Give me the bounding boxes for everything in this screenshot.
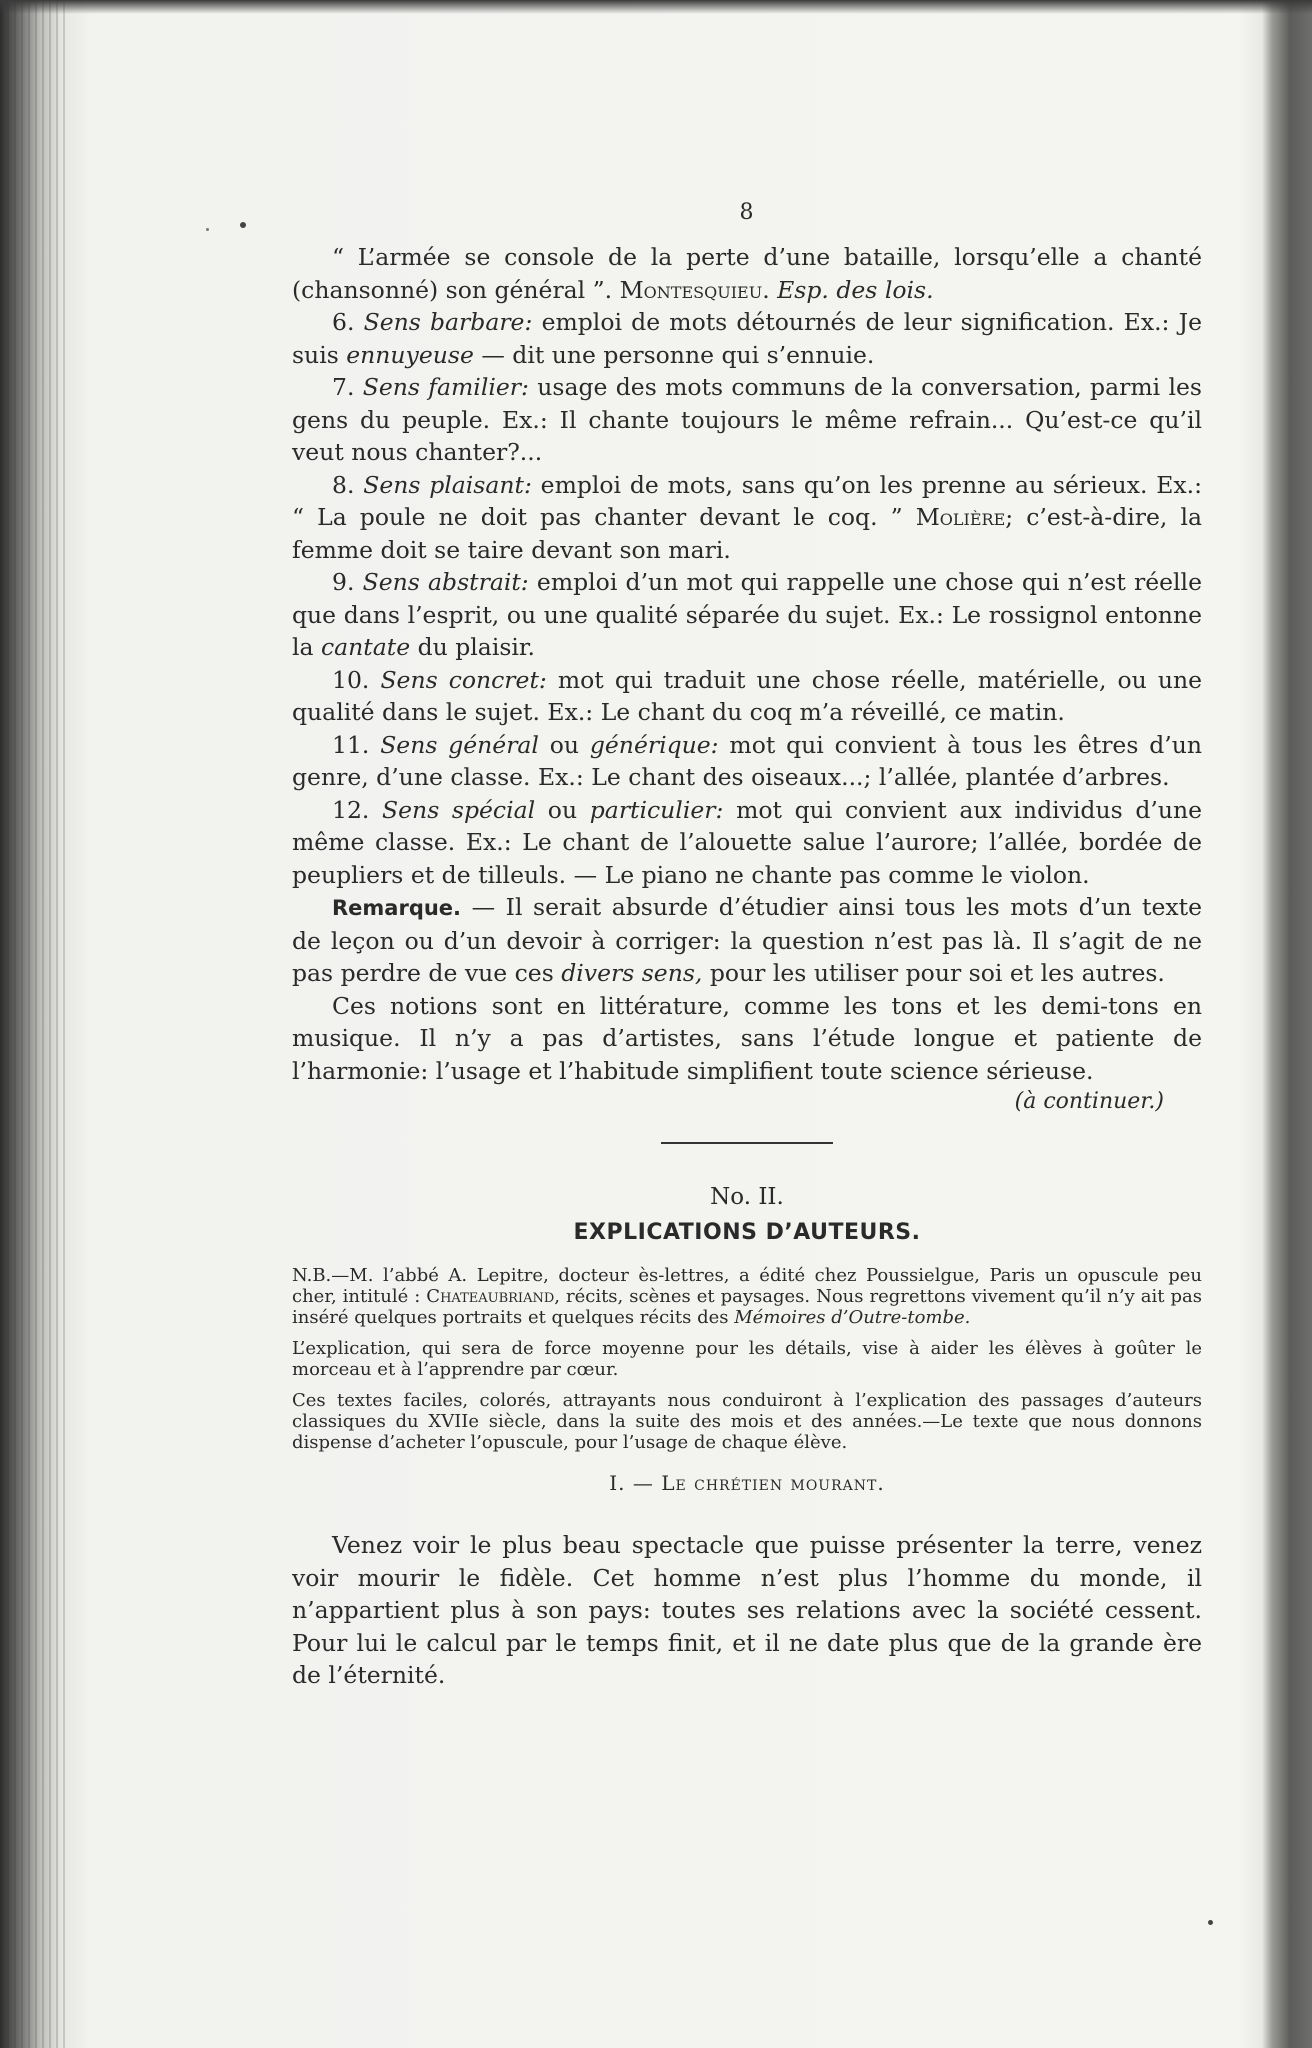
text-run: 12. xyxy=(332,795,383,824)
ink-speck xyxy=(240,222,246,228)
text-run: Sens familier: xyxy=(362,373,529,401)
text-run: 6. xyxy=(332,308,364,336)
text-run: cantate xyxy=(321,633,411,661)
text-run: emploi de mots détournés de leur signification. Ex.: Je suis xyxy=(292,308,1202,369)
text-run: récits, scènes et paysages. Nous regrettons vivement qu’il n’y ait pas inséré quelques portraits et quelques récits des xyxy=(292,1286,1202,1328)
note-nb xyxy=(292,1265,1202,1328)
text-run: Sens général xyxy=(380,730,539,759)
text-run: “ L’armée se console de la perte d’une bataille, lorsqu’elle a chanté (chansonné) son général ”. xyxy=(292,243,1202,304)
text-run: emploi d’un mot qui rappelle une chose qui n’est réelle que dans l’esprit, ou une qualité séparée du sujet. Ex.: Le rossignol entonne la xyxy=(292,568,1202,661)
text-run: mot qui convient à tous les êtres d’un genre, d’une classe. Ex.: Le chant des oiseaux...; l’allée, plantée d’arbres. xyxy=(292,730,1202,791)
text-run: 7. xyxy=(332,373,363,401)
paragraph-sens-general xyxy=(292,729,1202,794)
continued-note: (à continuer.) xyxy=(1014,1089,1164,1114)
text-run: Sens abstrait: xyxy=(362,568,529,596)
text-run: Montesquieu. xyxy=(619,275,770,304)
text-run: mot qui traduit une chose réelle, matérielle, ou une qualité dans le sujet. Ex.: Le chant du coq m’a réveillé, ce matin. xyxy=(292,665,1202,726)
text-run: — Il serait absurde d’étudier ainsi tous les mots d’un texte de leçon ou d’un devoir à corriger: la question n’est pas là. Il s’agit de ne pas perdre de vue ces xyxy=(292,893,1202,987)
section-title: EXPLICATIONS D’AUTEURS. xyxy=(573,1220,921,1245)
ink-speck xyxy=(206,228,209,231)
text-run: particulier: xyxy=(589,795,724,824)
text-run: ou xyxy=(535,795,590,824)
text-run: Mémoires d’Outre-tombe. xyxy=(734,1307,971,1328)
text-run: Ces textes faciles, colorés, attrayants nous conduiront à l’explication des passages d’auteurs classiques du XVIIe siècle, dans la suite des mois et des années.—Le texte que nous donnons dispense d’acheter l’opuscule, pour l’usage de chaque élève. xyxy=(292,1390,1202,1453)
text-run: Remarque. xyxy=(332,896,462,920)
paragraph-sens-concret xyxy=(292,664,1202,729)
paragraph-sens-special xyxy=(292,794,1202,892)
section-divider xyxy=(661,1142,833,1144)
paragraph-remarque xyxy=(292,891,1202,990)
text-run: Sens spécial xyxy=(382,795,536,824)
excerpt-paragraph xyxy=(292,1529,1202,1692)
text-run: 10. xyxy=(332,665,381,694)
text-run: c’est-à-dire, la femme doit se taire devant son mari. xyxy=(292,503,1202,564)
text-run: ou xyxy=(538,730,590,759)
text-run: N.B.—M. l’abbé A. Lepitre, docteur ès-lettres, a édité chez Poussielgue, Paris un opuscule peu cher, intitulé : xyxy=(292,1265,1202,1307)
page-content xyxy=(292,200,1202,1692)
paragraph-notions xyxy=(292,990,1202,1088)
paragraph-sens-abstrait xyxy=(292,566,1202,664)
text-run: du plaisir. xyxy=(410,633,536,661)
text-run: Sens plaisant: xyxy=(363,470,532,499)
text-run: Sens barbare: xyxy=(363,308,533,336)
text-run: Venez voir le plus beau spectacle que puisse présenter la terre, venez voir mourir le fidèle. Cet homme n’est plus l’homme du monde, il n’appartient plus à son pays: toutes ses relations avec la société cessent. Pour lui le calcul par le temps finit, et il ne date plus que de la grande ère de l’éternité. xyxy=(292,1531,1202,1689)
text-run: usage des mots communs de la conversation, parmi les gens du peuple. Ex.: Il chante toujours le même refrain... Qu’est-ce qu’il veut nous chanter?... xyxy=(292,373,1202,466)
text-run: Ces notions sont en littérature, comme les tons et les demi-tons en musique. Il n’y a pas d’artistes, sans l’étude longue et patiente de l’harmonie: l’usage et l’habitude simplifient toute science sérieuse. xyxy=(292,991,1202,1085)
scan-top-shadow xyxy=(0,0,1312,14)
text-run: emploi de mots, sans qu’on les prenne au sérieux. Ex.: “ La poule ne doit pas chanter devant le coq. ” xyxy=(292,470,1202,531)
text-run: — dit une personne qui s’ennuie. xyxy=(473,340,875,369)
paragraph-quote xyxy=(292,241,1202,306)
text-run: Sens concret: xyxy=(380,665,547,694)
excerpt-title: I. — Le chrétien mourant. xyxy=(609,1471,885,1495)
ink-speck xyxy=(1208,1920,1213,1925)
text-run: 8. xyxy=(332,470,364,499)
note-textes xyxy=(292,1390,1202,1453)
note-explication xyxy=(292,1338,1202,1380)
text-run: ennuyeuse xyxy=(346,340,474,369)
text-run: Chateaubriand, xyxy=(426,1286,560,1307)
paragraph-sens-barbare xyxy=(292,306,1202,371)
section-number: No. II. xyxy=(710,1184,784,1210)
book-binding-edge xyxy=(0,0,70,2048)
text-run: 11. xyxy=(332,730,381,759)
text-run: divers sens, xyxy=(561,959,703,987)
text-run: Molière; xyxy=(915,503,1014,531)
text-run: générique: xyxy=(589,730,719,759)
paragraph-sens-familier xyxy=(292,371,1202,469)
text-run: 9. xyxy=(332,568,363,596)
page-number: 8 xyxy=(739,200,755,225)
text-run: mot qui convient aux individus d’une même classe. Ex.: Le chant de l’alouette salue l’aurore; l’allée, bordée de peupliers et de tilleuls. — Le piano ne chante pas comme le violon. xyxy=(292,795,1203,889)
text-run: pour les utiliser pour soi et les autres. xyxy=(702,959,1165,987)
text-run: Esp. des lois. xyxy=(769,275,934,304)
paragraph-sens-plaisant xyxy=(292,469,1202,567)
text-run: L’explication, qui sera de force moyenne pour les détails, vise à aider les élèves à goûter le morceau et à l’apprendre par cœur. xyxy=(292,1338,1202,1380)
